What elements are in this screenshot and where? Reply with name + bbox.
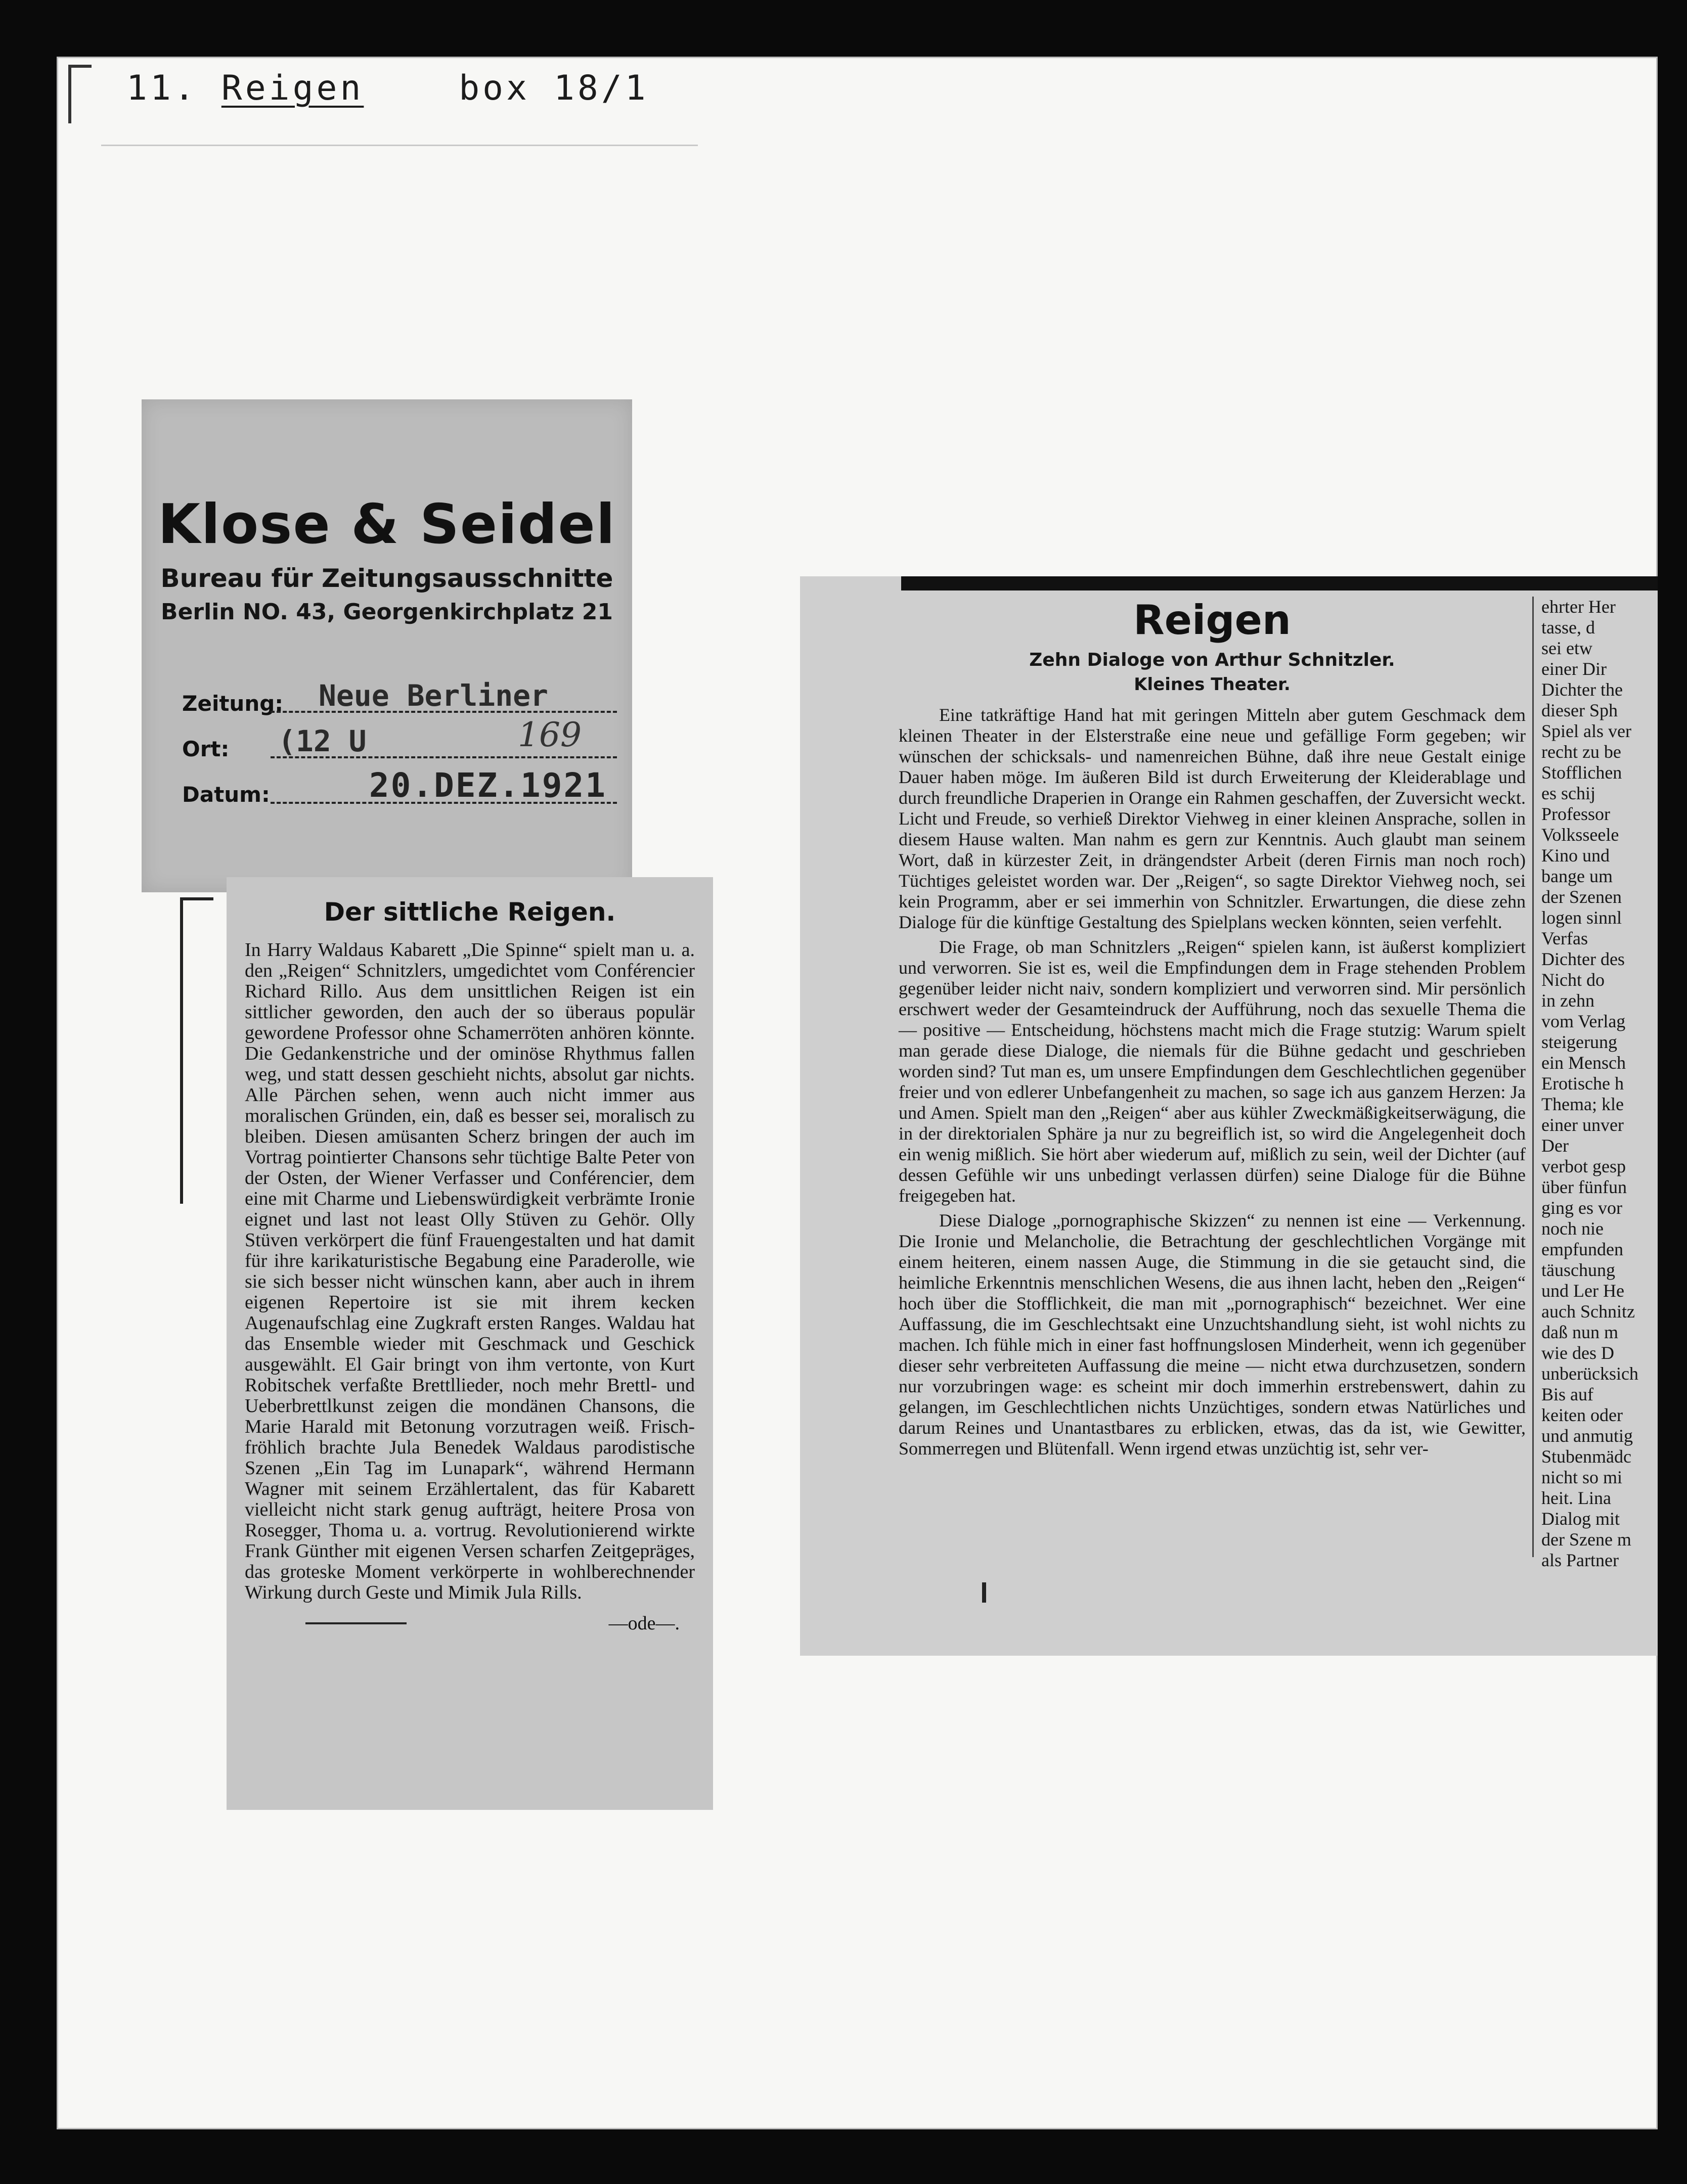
- cut-off-line: Stofflichen: [1541, 762, 1622, 783]
- cut-off-line: Dichter the: [1541, 679, 1623, 700]
- cut-off-line: Professor: [1541, 804, 1610, 824]
- header-number: 11.: [126, 68, 198, 108]
- cut-off-line: bange um: [1541, 866, 1613, 886]
- cut-off-line: und Ler He: [1541, 1281, 1624, 1301]
- clipping-right-article: [800, 576, 1658, 1656]
- cut-off-line: Bis auf: [1541, 1384, 1593, 1404]
- cut-off-line: ehrter Her: [1541, 597, 1616, 617]
- cut-off-column: [1541, 597, 1658, 1571]
- article-signature: —ode—.: [608, 1613, 680, 1634]
- cut-off-line: als Partner: [1541, 1550, 1619, 1570]
- cut-off-line: dieser Sph: [1541, 700, 1618, 720]
- zeitung-value: Neue Berliner: [319, 678, 548, 713]
- corner-mark: [68, 65, 92, 123]
- cut-off-line: Dialog mit: [1541, 1509, 1620, 1529]
- cut-off-line: steigerung: [1541, 1032, 1617, 1052]
- slip-firm-name: Klose & Seidel: [158, 493, 616, 556]
- review-venue: Kleines Theater.: [1134, 674, 1291, 695]
- cut-off-line: Nicht do: [1541, 970, 1605, 990]
- cut-off-line: der Szene m: [1541, 1529, 1631, 1550]
- column-separator: [1532, 597, 1534, 1557]
- cut-off-line: in zehn: [1541, 990, 1594, 1011]
- ort-handwritten: 169: [518, 715, 582, 754]
- cut-off-line: über fünfun: [1541, 1177, 1627, 1197]
- cut-off-line: Volksseele: [1541, 825, 1619, 845]
- header-title: Reigen: [221, 68, 364, 108]
- page-mark: [982, 1582, 986, 1603]
- cut-off-line: recht zu be: [1541, 742, 1621, 762]
- cut-off-line: noch nie: [1541, 1218, 1604, 1239]
- cut-off-line: auch Schnitz: [1541, 1301, 1635, 1322]
- cut-off-line: Der: [1541, 1135, 1569, 1156]
- datum-stamp: 20.DEZ.1921: [369, 766, 607, 805]
- slip-zeitung-row: [182, 678, 617, 718]
- review-column: [899, 597, 1526, 1463]
- cut-off-line: tasse, d: [1541, 617, 1595, 638]
- cut-off-line: Kino und: [1541, 845, 1610, 866]
- end-rule: [305, 1622, 407, 1624]
- cut-off-line: ging es vor: [1541, 1198, 1622, 1218]
- cut-off-line: keiten oder: [1541, 1405, 1623, 1425]
- slip-address: Berlin NO. 43, Georgenkirchplatz 21: [161, 599, 613, 625]
- top-rule: [901, 576, 1658, 590]
- review-paragraph: Diese Dialoge „pornographische Skizzen“ zu nennen ist eine — Verkennung. Die Ironie und Melancholie, die Betrachtung der geschlechtlichen Vorgänge mit einem heiteren, einem nassen Auge, die Stimmung in die sie getaucht sind, die heimliche Erkenntnis menschlichen Wesens, die aus ihnen lacht, heben den „Reigen“ hoch über die Stofflichkeit, die man mit „pornographisch“ bezeichnet. Wer eine Auffassung, die im Geschlechtsakt eine Unzuchtshandlung sieht, ist wohl nichts zu machen. Ich fühle mich in einer fast hoffnungslosen Minderheit, wenn ich gegenüber dieser sehr verbreiteten Auffassung die meine — nicht etwa durchzusetzen, sondern nur vorzubringen wage: es scheint mir doch immerhin erstrebenswert, dahin zu gelangen, im Geschlechtlichen nichts Unzüchtiges, sondern etwas Natürliches und darum Reines und Unantastbares zu erblicken, etwas, das da ist, wie Gewitter, Sommerregen und Blütenfall. Wenn irgend etwas unzüchtig ist, sehr ver-: [899, 1210, 1526, 1459]
- archive-header: [126, 68, 649, 108]
- header-rule: [101, 145, 698, 146]
- cut-off-line: unberücksich: [1541, 1363, 1638, 1384]
- cut-off-line: und anmutig: [1541, 1426, 1633, 1446]
- cut-off-line: verbot gesp: [1541, 1156, 1626, 1176]
- cut-off-line: Spiel als ver: [1541, 721, 1631, 741]
- header-box: box 18/1: [459, 68, 649, 108]
- slip-ort-row: [182, 715, 617, 763]
- review-paragraph: Eine tatkräftige Hand hat mit geringen Mitteln aber gutem Geschmack dem kleinen Theater in der Elsterstraße eine neue und gefällige Form gegeben; wir wünschen der schicksals- und namenreichen Bühne, daß ihre neue Gestalt einige Dauer haben möge. Im äußeren Bild ist durch Erweiterung der Kleiderablage und durch freundliche Draperien in Orange ein Rahmen geschaffen, der Zuversicht weckt. Licht und Freude, so verhieß Direktor Viehweg in einer kleinen Ansprache, sollen in diesem Hause walten. Man nahm es gern zur Kenntnis. Auch glaubt man seinem Wort, daß in kürzester Zeit, in drängendster Arbeit (deren Firnis man noch roch) Tüchtiges geleistet worden war. Der „Reigen“, so sagte Direktor Viehweg noch, sei kein Programm, aber er sei immerhin von Schnitzler. Erwartungen, die diese zehn Dialoge für die künftige Gestaltung des Spielplans wecken könnten, seien verfehlt.: [899, 705, 1526, 932]
- cut-off-line: täuschung: [1541, 1260, 1615, 1280]
- slip-subtitle: Bureau für Zeitungsausschnitte: [160, 564, 613, 593]
- cut-off-line: Verfas: [1541, 928, 1588, 948]
- review-subtitle: Zehn Dialoge von Arthur Schnitzler.: [1029, 650, 1395, 670]
- article-headline: Der sittliche Reigen.: [324, 897, 616, 927]
- cut-off-line: Stubenmädc: [1541, 1446, 1631, 1467]
- cut-off-line: logen sinnl: [1541, 907, 1622, 928]
- ort-value: (12 U: [278, 724, 367, 758]
- cut-off-line: empfunden: [1541, 1239, 1623, 1259]
- cut-off-line: sei etw: [1541, 638, 1592, 658]
- review-paragraph: Die Frage, ob man Schnitzlers „Reigen“ spielen kann, ist äußerst kompliziert und verworren. Sie ist es, weil die Empfindungen dem in Frage stehenden Problem gegenüber leider nicht naiv, sondern kompliziert und verworren sind. Mir persönlich erschwert weder der Gesamteindruck der Aufführung, noch das sexuelle Thema die — positive — Entscheidung, höchstens macht mich die Frage stutzig: Warum spielt man gerade diese Dialoge, die niemals für die Bühne gedacht und geschrieben worden sind? Tut man es, um unsere Empfindungen dem Geschlechtlichen gegenüber freier und von edlerer Unbefangenheit zu machen, so sage ich aus ganzem Herzen: Ja und Amen. Spielt man den „Reigen“ aber aus kühler Zweckmäßigkeitserwägung, die in der direktorialen Sphäre ja nur zu begreiflich ist, so wird die Angelegenheit doch ein wenig mißlich. Sie hört aber wiederum auf, mißlich zu sein, weil der Dichter (auf dessen Gefühle wir uns unbedingt verlassen dürfen) seine Dialoge für die Bühne freigegeben hat.: [899, 937, 1526, 1206]
- clipping-bureau-slip: [142, 399, 632, 892]
- clipping-left-article: [227, 877, 713, 1810]
- cut-off-line: einer Dir: [1541, 659, 1607, 679]
- cut-off-line: Thema; kle: [1541, 1094, 1624, 1114]
- review-headline: Reigen: [1133, 597, 1291, 644]
- cut-off-line: nicht so mi: [1541, 1467, 1622, 1487]
- cut-off-line: ein Mensch: [1541, 1053, 1626, 1073]
- slip-datum-row: [182, 766, 617, 809]
- datum-label: Datum:: [182, 782, 270, 807]
- cut-off-line: Erotische h: [1541, 1073, 1624, 1094]
- cut-off-line: heit. Lina: [1541, 1488, 1611, 1508]
- bracket-mark: [180, 897, 213, 1204]
- cut-off-line: daß nun m: [1541, 1322, 1618, 1342]
- cut-off-line: der Szenen: [1541, 887, 1622, 907]
- cut-off-line: es schij: [1541, 783, 1595, 803]
- article-end: [245, 1612, 695, 1634]
- cut-off-line: wie des D: [1541, 1343, 1614, 1363]
- ort-label: Ort:: [182, 737, 230, 761]
- cut-off-line: Dichter des: [1541, 949, 1625, 969]
- cut-off-line: einer unver: [1541, 1115, 1624, 1135]
- article-body: In Harry Waldaus Kabarett „Die Spinne“ spielt man u. a. den „Reigen“ Schnitzlers, umgedichtet vom Conférencier Richard Rillo. Aus dem unsittlichen Reigen ist ein sittlicher geworden, den auch der so überaus populär gewordene Professor ohne Schamerröten anhören könnte. Die Gedankenstriche und der ominöse Rhythmus fallen weg, und statt dessen geschieht nichts, absolut gar nichts. Alle Pärchen sehen, wenn auch nicht immer aus moralischen Gründen, ein, daß es besser sei, moralisch zu bleiben. Diesen amüsanten Scherz bringen der auch im Vortrag pointierter Chansons sehr tüchtige Balte Peter von der Osten, der Wiener Verfasser und Conférencier, dem eine mit Charme und Liebenswürdigkeit verbrämte Ironie eignet und last not least Olly Stüven zu Gehör. Olly Stüven verkörpert die fünf Frauengestalten und hat damit für ihre karikaturistische Begabung eine Paraderolle, wie sie sich besser nicht wünschen kann, aber auch in ihrem eigenen Repertoire ist sie mit ihrem kecken Augenaufschlag eine Zugkraft ersten Ranges. Waldau hat das Ensemble wieder mit Geschmack und Geschick ausgewählt. El Gair bringt von ihm vertonte, von Kurt Robitschek verfaßte Brettllieder, noch mehr Brettl- und Ueberbrettlkunst zeigen die mondänen Chansons, die Marie Harald mit Betonung vorzutragen weiß. Frisch-fröhlich brachte Jula Benedek Waldaus parodistische Szenen „Ein Tag im Lunapark“, während Hermann Wagner mit seinem Erzählertalent, das für Kabarett vielleicht nicht stark genug aufträgt, heitere Prosa von Rosegger, Thoma u. a. vortrug. Revolutionierend wirkte Frank Günther mit eigenen Versen scharfen Zeitgepräges, das groteske Moment verkörperte in wohlberechnender Wirkung durch Geste und Mimik Jula Rills.: [245, 939, 695, 1603]
- zeitung-label: Zeitung:: [182, 691, 284, 716]
- cut-off-line: vom Verlag: [1541, 1011, 1626, 1031]
